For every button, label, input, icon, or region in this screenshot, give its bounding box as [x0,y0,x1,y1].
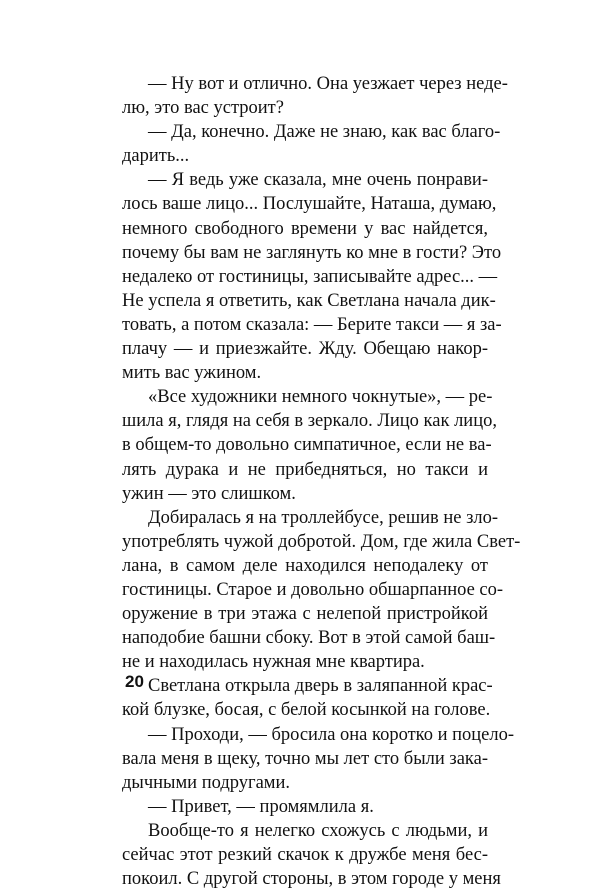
text-line: немного свободного времени у вас найдется, [122,218,488,239]
text-line: лю, это вас устроит? [122,98,284,119]
text-line: недалеко от гостиницы, записывайте адрес... — [122,266,498,287]
text-line: Вообще-то я нелегко схожусь с людьми, и [148,820,488,841]
text-line: шила я, глядя на себя в зеркало. Лицо как лицо, [122,411,497,432]
text-line: Светлана открыла дверь в заляпанной крас- [148,676,493,697]
text-line: гостиницы. Старое и довольно обшарпанное со- [122,579,504,600]
text-line: — Привет, — промямлила я. [148,796,374,817]
text-line: дычными подругами. [122,772,291,793]
text-line: — Ну вот и отлично. Она уезжает через неде- [148,74,508,94]
text-line: товать, а потом сказала: — Берите такси — я за- [122,314,502,335]
text-line: наподобие башни сбоку. Вот в этой самой баш- [122,628,496,649]
page-number: 20 [125,672,144,691]
text-line: сейчас этот резкий скачок к дружбе меня бес- [122,845,488,865]
page-text [122,72,521,891]
text-line: ужин — это слишком. [122,483,296,504]
text-line: Не успела я ответить, как Светлана начала дик- [122,290,496,311]
text-line: плачу — и приезжайте. Жду. Обещаю накор- [122,339,488,360]
text-line: — Проходи, — бросила она коротко и поцело- [148,724,515,745]
text-line: дарить... [122,146,190,167]
text-line: — Я ведь уже сказала, мне очень понрави- [148,170,488,191]
text-line: лана, в самом деле находился неподалеку от [122,555,488,576]
text-line: Добиралась я на троллейбусе, решив не зло- [148,507,499,528]
text-line: покоил. С другой стороны, в этом городе у меня [122,869,501,890]
text-line: мить вас ужином. [122,363,262,384]
text-line: — Да, конечно. Даже не знаю, как вас благо- [148,122,501,143]
text-line: кой блузке, босая, с белой косынкой на голове. [122,700,491,721]
text-line: почему бы вам не заглянуть ко мне в гости? Это [122,242,502,263]
text-line: вала меня в щеку, точно мы лет сто были зака- [122,748,488,769]
text-line: употреблять чужой добротой. Дом, где жила Свет- [122,531,521,552]
text-line: лять дурака и не прибедняться, но такси и [122,459,488,480]
text-line: «Все художники немного чокнутые», — ре- [148,387,493,408]
text-line: не и находилась нужная мне квартира. [122,652,425,673]
text-line: лось ваше лицо... Послушайте, Наташа, думаю, [122,194,497,215]
text-line: оружение в три этажа с нелепой пристройкой [122,604,488,625]
text-line: в общем-то довольно симпатичное, если не ва- [122,435,492,456]
